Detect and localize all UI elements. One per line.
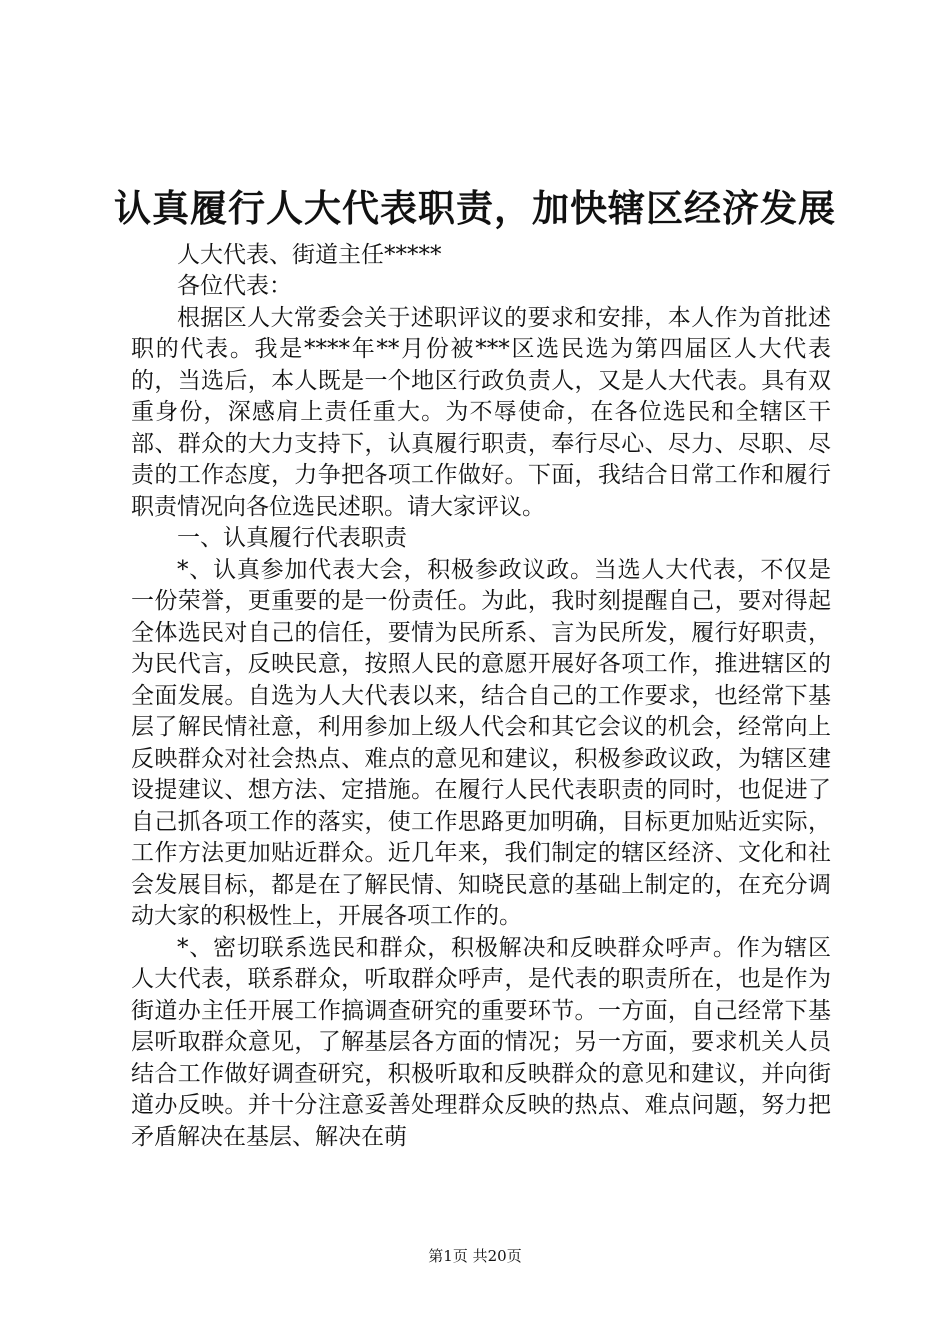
- section-heading: 一、认真履行代表职责: [177, 525, 407, 551]
- author-line: 人大代表、街道主任*****: [177, 241, 442, 268]
- paragraph-item-1: *、认真参加代表大会，积极参政议政。当选人大代表，不仅是一份荣誉，更重要的是一份责任。为此，我时刻提醒自己，要对得起全体选民对自己的信任，要情为民所系、言为民所发，履行好职责，为民代言，反映民意，按照人民的意愿开展好各项工作，推进辖区的全面发展。自选为人大代表以来，结合自己的工作要求，也经常下基层了解民情社意，利用参加上级人代会和其它会议的机会，经常向上反映群众对社会热点、难点的意见和建议，积极参政议政，为辖区建设提建议、想方法、定措施。在履行人民代表职责的同时，也促进了自己抓各项工作的落实，使工作思路更加明确，目标更加贴近实际，工作方法更加贴近群众。近几年来，我们制定的辖区经济、文化和社会发展目标，都是在了解民情、知晓民意的基础上制定的，在充分调动大家的积极性上，开展各项工作的。: [131, 556, 831, 929]
- document-title: 认真履行人大代表职责，加快辖区经济发展: [114, 186, 836, 230]
- salutation: 各位代表：: [177, 273, 292, 299]
- document-body: [131, 208, 831, 1153]
- paragraph-item-2: *、密切联系选民和群众，积极解决和反映群众呼声。作为辖区人大代表，联系群众，听取群众呼声，是代表的职责所在，也是作为街道办主任开展工作搞调查研究的重要环节。一方面，自己经常下基层听取群众意见，了解基层各方面的情况；另一方面，要求机关人员结合工作做好调查研究，积极听取和反映群众的意见和建议，并向街道办反映。并十分注意妥善处理群众反映的热点、难点问题，努力把矛盾解决在基层、解决在萌: [131, 934, 831, 1150]
- paragraph-intro: 根据区人大常委会关于述职评议的要求和安排，本人作为首批述职的代表。我是****年**月份被***区选民选为第四届区人大代表的，当选后，本人既是一个地区行政负责人，又是人大代表。具有双重身份，深感肩上责任重大。为不辱使命，在各位选民和全辖区干部、群众的大力支持下，认真履行职责，奉行尽心、尽力、尽职、尽责的工作态度，力争把各项工作做好。下面，我结合日常工作和履行职责情况向各位选民述职。请大家评议。: [131, 304, 831, 520]
- page-footer: 第1页 共20页: [428, 1247, 522, 1265]
